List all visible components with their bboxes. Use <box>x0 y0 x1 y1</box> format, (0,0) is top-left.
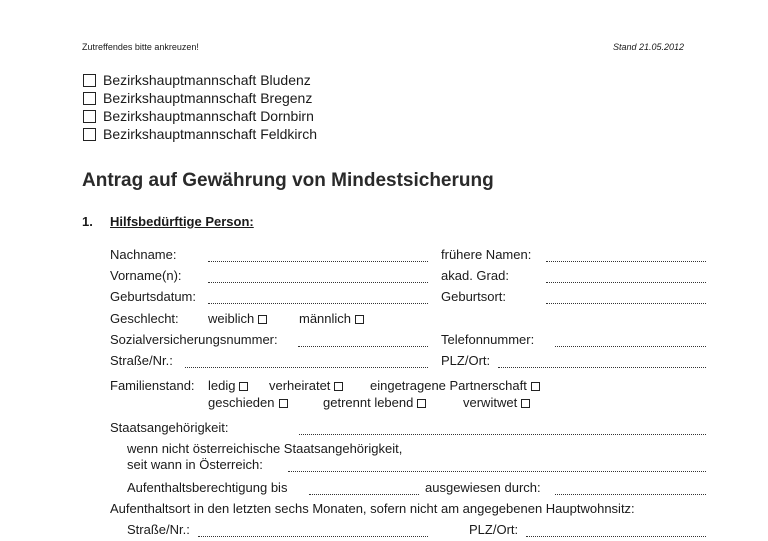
partnerschaft-checkbox[interactable] <box>531 382 540 391</box>
verheiratet-label: verheiratet <box>269 378 331 393</box>
office-checkbox[interactable] <box>83 110 96 123</box>
aufenthaltsberechtigung-label: Aufenthaltsberechtigung bis <box>127 480 288 495</box>
vorname-field[interactable] <box>208 282 428 283</box>
office-label: Bezirkshauptmannschaft Bludenz <box>103 72 311 88</box>
aufenthaltsberechtigung-field[interactable] <box>309 494 419 495</box>
verheiratet-checkbox[interactable] <box>334 382 343 391</box>
geburtsort-label: Geburtsort: <box>441 289 507 304</box>
section-number: 1. <box>82 214 93 229</box>
status-option-verwitwet[interactable] <box>463 395 530 410</box>
staatsangehoerigkeit-label: Staatsangehörigkeit: <box>110 420 229 435</box>
office-checkbox[interactable] <box>83 74 96 87</box>
geschieden-checkbox[interactable] <box>279 399 288 408</box>
office-option-dornbirn[interactable] <box>83 108 314 124</box>
verwitwet-label: verwitwet <box>463 395 518 410</box>
status-option-partnerschaft[interactable] <box>370 378 540 393</box>
svnr-field[interactable] <box>298 346 428 347</box>
geschieden-label: geschieden <box>208 395 275 410</box>
nicht-oe-text-2: seit wann in Österreich: <box>127 457 263 472</box>
akad-grad-field[interactable] <box>546 282 706 283</box>
instruction-text: Zutreffendes bitte ankreuzen! <box>82 42 199 52</box>
office-checkbox[interactable] <box>83 128 96 141</box>
maennlich-label: männlich <box>299 311 352 326</box>
ledig-label: ledig <box>208 378 236 393</box>
fruehere-namen-label: frühere Namen: <box>441 247 532 262</box>
strasse2-field[interactable] <box>198 536 428 537</box>
status-option-getrennt[interactable] <box>323 395 426 410</box>
strasse-field[interactable] <box>185 367 428 368</box>
svnr-label: Sozialversicherungsnummer: <box>110 332 278 347</box>
office-option-feldkirch[interactable] <box>83 126 317 142</box>
telefon-field[interactable] <box>555 346 706 347</box>
section-title: Hilfsbedürftige Person: <box>110 214 254 229</box>
nachname-field[interactable] <box>208 261 428 262</box>
status-option-verheiratet[interactable] <box>269 378 343 393</box>
aufenthaltsort-text: Aufenthaltsort in den letzten sechs Monaten, sofern nicht am angegebenen Hauptwohnsitz: <box>110 501 635 516</box>
form-title: Antrag auf Gewährung von Mindestsicherung <box>82 170 494 191</box>
nicht-oe-text-1: wenn nicht österreichische Staatsangehörigkeit, <box>127 441 403 456</box>
fruehere-namen-field[interactable] <box>546 261 706 262</box>
strasse-label: Straße/Nr.: <box>110 353 173 368</box>
status-option-geschieden[interactable] <box>208 395 288 410</box>
weiblich-checkbox[interactable] <box>258 315 267 324</box>
vorname-label: Vorname(n): <box>110 268 182 283</box>
plz-ort2-field[interactable] <box>526 536 706 537</box>
plz-ort2-label: PLZ/Ort: <box>469 522 519 537</box>
gender-option-weiblich[interactable] <box>208 311 267 326</box>
geburtsort-field[interactable] <box>546 303 706 304</box>
nachname-label: Nachname: <box>110 247 177 262</box>
akad-grad-label: akad. Grad: <box>441 268 509 283</box>
plz-ort-field[interactable] <box>498 367 706 368</box>
strasse2-label: Straße/Nr.: <box>127 522 190 537</box>
version-date: Stand 21.05.2012 <box>613 42 685 52</box>
partnerschaft-label: eingetragene Partnerschaft <box>370 378 527 393</box>
office-label: Bezirkshauptmannschaft Bregenz <box>103 90 313 106</box>
maennlich-checkbox[interactable] <box>355 315 364 324</box>
ledig-checkbox[interactable] <box>239 382 248 391</box>
seit-wann-field[interactable] <box>288 471 706 472</box>
ausgewiesen-label: ausgewiesen durch: <box>425 480 541 495</box>
office-option-bregenz[interactable] <box>83 90 312 106</box>
status-option-ledig[interactable] <box>208 378 248 393</box>
getrennt-label: getrennt lebend <box>323 395 414 410</box>
office-label: Bezirkshauptmannschaft Dornbirn <box>103 108 314 124</box>
gender-option-maennlich[interactable] <box>299 311 364 326</box>
getrennt-checkbox[interactable] <box>417 399 426 408</box>
office-option-bludenz[interactable] <box>83 72 311 88</box>
verwitwet-checkbox[interactable] <box>521 399 530 408</box>
telefon-label: Telefonnummer: <box>441 332 535 347</box>
geschlecht-label: Geschlecht: <box>110 311 179 326</box>
geburtsdatum-field[interactable] <box>208 303 428 304</box>
weiblich-label: weiblich <box>208 311 255 326</box>
staatsangehoerigkeit-field[interactable] <box>299 434 706 435</box>
plz-ort-label: PLZ/Ort: <box>441 353 491 368</box>
familienstand-label: Familienstand: <box>110 378 195 393</box>
ausgewiesen-field[interactable] <box>555 494 706 495</box>
geburtsdatum-label: Geburtsdatum: <box>110 289 196 304</box>
office-label: Bezirkshauptmannschaft Feldkirch <box>103 126 317 142</box>
office-checkbox[interactable] <box>83 92 96 105</box>
